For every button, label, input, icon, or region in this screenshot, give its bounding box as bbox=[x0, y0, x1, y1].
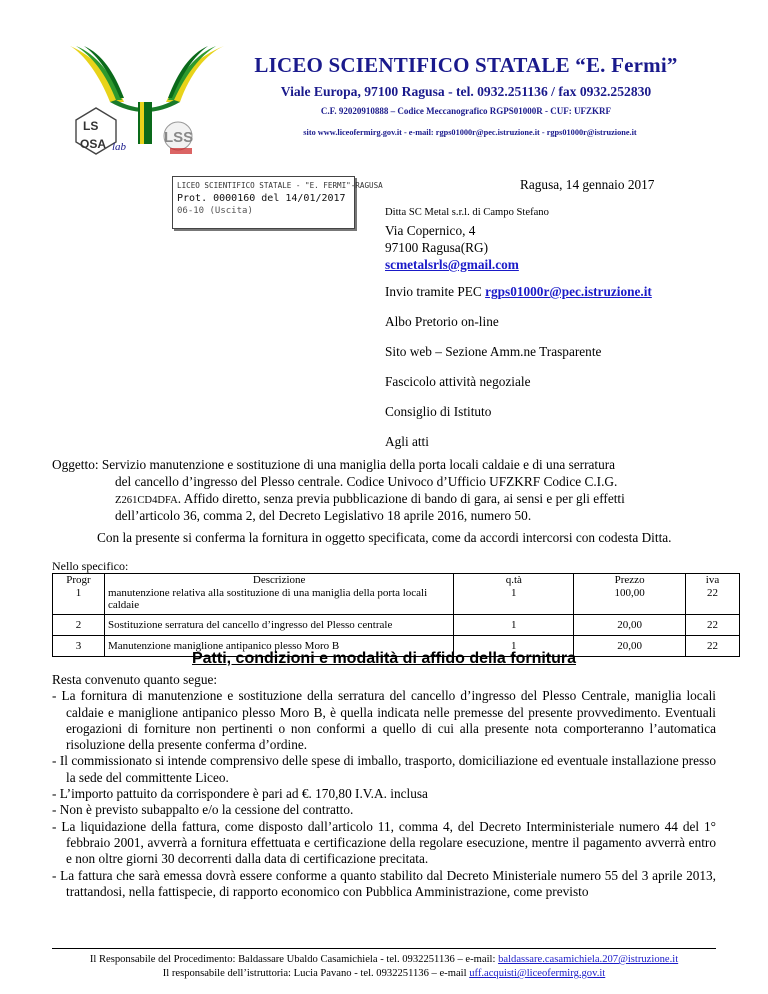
stamp-school: LICEO SCIENTIFICO STATALE - "E. FERMI"-RAGUSA bbox=[177, 181, 383, 190]
pec-address-link[interactable]: rgps01000r@pec.istruzione.it bbox=[485, 284, 652, 299]
cell-price bbox=[574, 574, 686, 615]
logo-lab-text: lab bbox=[112, 141, 127, 153]
school-name: LICEO SCIENTIFICO STATALE “E. Fermi” bbox=[254, 53, 678, 77]
recipient-company: Ditta SC Metal s.r.l. di Campo Stefano bbox=[385, 207, 549, 218]
condition-item: - La liquidazione della fattura, come disposto dall’articolo 11, comma 4, del Decreto Interministeriale numero 44 del 1° febbraio 2001, avverrà a fornitura effettuata e certificazione della regolare esecuzione, mentre il pagamento avverrà entro e non oltre giorni 30 decorrenti dalla data di certificazione precitata. bbox=[52, 818, 716, 867]
row-descr: Sostituzione serratura del cancello d’ingresso del Plesso centrale bbox=[104, 615, 453, 636]
row-qty: 1 bbox=[511, 586, 517, 599]
condition-item: - L’importo pattuito da corrispondere è pari ad €. 170,80 I.V.A. inclusa bbox=[52, 786, 428, 802]
place-date: Ragusa, 14 gennaio 2017 bbox=[520, 177, 655, 192]
row-progr: 1 bbox=[75, 586, 82, 599]
subject-line-3-rest: . Affido diretto, senza previa pubblicazione di bando di gara, ai sensi e per gli effetti bbox=[177, 491, 625, 506]
stamp-classification: 06-10 (Uscita) bbox=[177, 206, 253, 216]
recipient-fascicolo: Fascicolo attività negoziale bbox=[385, 374, 531, 389]
table-row bbox=[53, 615, 740, 636]
footer-email-link-1[interactable]: baldassare.casamichiela.207@istruzione.it bbox=[498, 954, 679, 965]
condition-item: - La fattura che sarà emessa dovrà essere conforme a quanto stabilito dal Decreto Ministeriale numero 55 del 3 aprile 2013, trattandosi, nella fattispecie, di rapporto economico con Pubblica Amministrazione, come previsto bbox=[52, 867, 716, 899]
subject-cig-code: Z261CD4DFA bbox=[115, 495, 178, 506]
row-descr: manutenzione relativa alla sostituzione di una maniglia della porta locali caldaie bbox=[107, 586, 428, 611]
logo-ls-text: LS bbox=[83, 119, 99, 133]
row-progr: 2 bbox=[53, 615, 105, 636]
footer-istruttoria bbox=[52, 968, 716, 979]
footer-divider bbox=[52, 948, 716, 949]
pec-label: Invio tramite PEC bbox=[385, 284, 482, 299]
recipient-city: 97100 Ragusa(RG) bbox=[385, 240, 489, 255]
row-price: 20,00 bbox=[574, 636, 686, 657]
recipient-street: Via Copernico, 4 bbox=[385, 223, 476, 238]
row-qty: 1 bbox=[454, 615, 574, 636]
recipient-sito: Sito web – Sezione Amm.ne Trasparente bbox=[385, 344, 602, 359]
condition-item: - La fornitura di manutenzione e sostituzione della serratura del cancello d’ingresso del Plesso Centrale, maniglia locali caldaie e maniglione antipanico plesso Moro B, è quella indicata nelle premesse del presente provvedimento. Eventuali erogazioni di forniture non pertinenti o non conformi a quello di cui alla presente nota comporteranno l’automatica risoluzione della presente conferma d’ordine. bbox=[52, 688, 716, 753]
subject-line-4: dell’articolo 36, comma 2, del Decreto Legislativo 18 aprile 2016, numero 50. bbox=[115, 508, 532, 523]
footer-line-1-text: Il Responsabile del Procedimento: Baldassare Ubaldo Casamichiela - tel. 0932251136 – e-mail: bbox=[89, 954, 499, 965]
logo-osa-text: OSA bbox=[80, 137, 107, 151]
row-descr: Manutenzione maniglione antipanico plesso Moro B bbox=[104, 636, 453, 657]
row-qty: 1 bbox=[454, 636, 574, 657]
stamp-protocol-number: Prot. 0000160 del 14/01/2017 bbox=[177, 193, 346, 204]
condition-item: - Non è previsto subappalto e/o la cessione del contratto. bbox=[52, 802, 354, 818]
logo-lss-text: LSS bbox=[164, 129, 194, 146]
protocol-stamp bbox=[172, 176, 383, 229]
recipient-atti: Agli atti bbox=[385, 434, 429, 449]
header-price: Prezzo bbox=[614, 574, 645, 586]
cell-qty bbox=[454, 574, 574, 615]
header-vat: iva bbox=[705, 574, 720, 586]
intro-paragraph: Con la presente si conferma la fornitura in oggetto specificata, come da accordi intercorsi con codesta Ditta. bbox=[97, 530, 672, 545]
subject-line-2: del cancello d’ingresso del Plesso centrale. Codice Univoco d’Ufficio UFZKRF Codice C.I.G. bbox=[115, 474, 618, 489]
row-vat: 22 bbox=[707, 586, 719, 599]
subject-line-3 bbox=[115, 491, 625, 507]
conditions-intro: Resta convenuto quanto segue: bbox=[52, 672, 218, 687]
school-codes: C.F. 92020910888 – Codice Meccanografico RGPS01000R - CUF: UFZKRF bbox=[320, 106, 612, 116]
recipient-consiglio: Consiglio di Istituto bbox=[385, 404, 492, 419]
cell-vat bbox=[686, 574, 740, 615]
footer-line-2-text: Il responsabile dell’istruttoria: Lucia Pavano - tel. 0932251136 – e-mail bbox=[162, 968, 470, 979]
cell-progr bbox=[53, 574, 105, 615]
footer-responsabile bbox=[52, 954, 716, 965]
school-contacts: sito www.liceofermirg.gov.it - e-mail: rgps01000r@pec.istruzione.it - rgps01000r@istruzione.it bbox=[303, 128, 637, 137]
row-vat: 22 bbox=[686, 615, 740, 636]
recipient-email-link[interactable]: scmetalsrls@gmail.com bbox=[385, 257, 519, 272]
logo-ls-badge bbox=[76, 108, 127, 154]
row-vat: 22 bbox=[686, 636, 740, 657]
logo-lss-badge bbox=[164, 122, 193, 154]
row-price: 100,00 bbox=[614, 586, 645, 599]
school-address: Viale Europa, 97100 Ragusa - tel. 0932.251136 / fax 0932.252830 bbox=[280, 84, 652, 99]
school-logo bbox=[66, 44, 228, 162]
recipient-albo: Albo Pretorio on-line bbox=[385, 314, 499, 329]
conditions-body bbox=[52, 672, 716, 900]
subject-line-1: Oggetto: Servizio manutenzione e sostituzione di una maniglia della porta locali caldaie e di una serratura bbox=[52, 457, 616, 472]
header-qty: q.tà bbox=[505, 574, 522, 586]
row-price: 20,00 bbox=[574, 615, 686, 636]
footer-email-link-2[interactable]: uff.acquisti@liceofermirg.gov.it bbox=[469, 968, 606, 979]
row-progr: 3 bbox=[53, 636, 105, 657]
recipient-pec bbox=[385, 284, 652, 300]
items-table bbox=[52, 573, 740, 657]
conditions-title: Patti, condizioni e modalità di affido della fornitura bbox=[191, 650, 577, 667]
header-descr: Descrizione bbox=[252, 574, 306, 586]
nello-specifico: Nello specifico: bbox=[52, 559, 129, 573]
table-row bbox=[53, 574, 740, 615]
cell-descr bbox=[104, 574, 453, 615]
header-progr: Progr bbox=[66, 574, 91, 586]
condition-item: - Il commissionato si intende comprensivo delle spese di imballo, trasporto, domiciliazione ed eventuale installazione presso la sede del committente Liceo. bbox=[52, 753, 716, 785]
